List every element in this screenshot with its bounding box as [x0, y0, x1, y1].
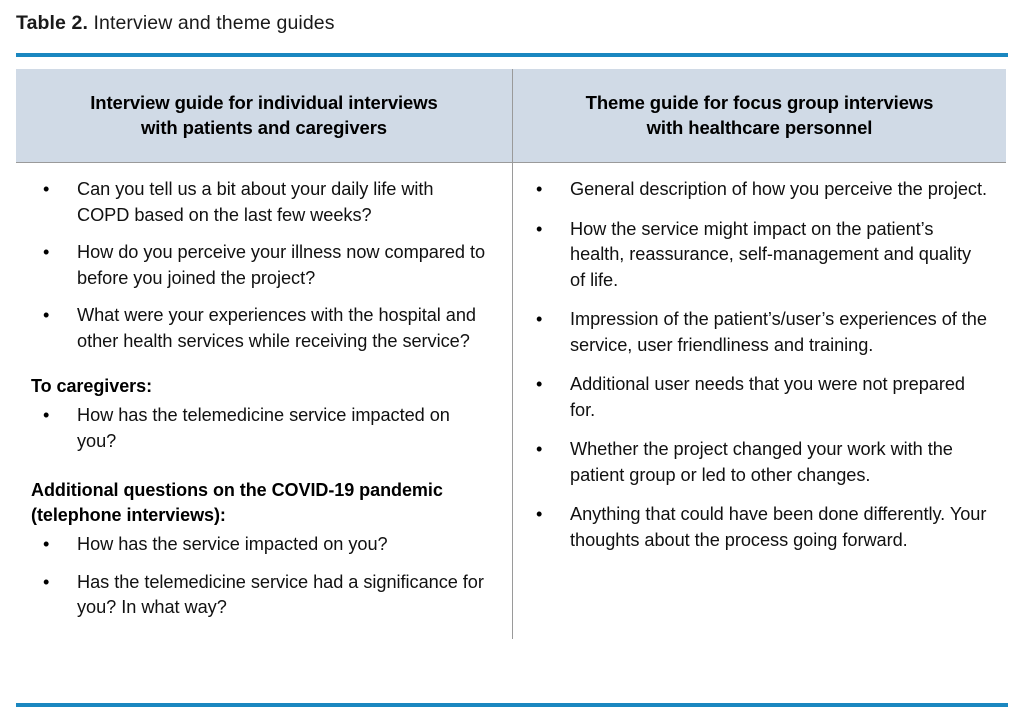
list-item-text: Whether the project changed your work with the patient group or led to other changes.: [570, 439, 953, 485]
subheading-covid-questions: Additional questions on the COVID-19 pandemic (telephone interviews):: [31, 480, 443, 525]
bullet-icon: •: [536, 504, 543, 524]
column-header-line-2: with healthcare personnel: [646, 117, 873, 138]
spacer: [31, 354, 490, 374]
bullet-icon: •: [43, 242, 50, 262]
column-header-focus-group-interviews: [513, 69, 1006, 162]
list-item: [524, 437, 988, 488]
list-item-text: Impression of the patient’s/user’s experiences of the service, user friendliness and training.: [570, 309, 987, 355]
bullet-list: [31, 532, 490, 621]
table-content-row: [16, 163, 1006, 639]
table-header-row: [16, 69, 1006, 163]
bullet-icon: •: [43, 534, 50, 554]
bullet-icon: •: [43, 571, 50, 592]
list-item-text: What were your experiences with the hospital and other health services while receiving the service?: [77, 305, 476, 351]
bullet-icon: •: [536, 309, 543, 329]
table-caption-text: Interview and theme guides: [87, 12, 335, 34]
spacer: [524, 293, 988, 307]
list-item: [31, 570, 490, 621]
spacer: [524, 423, 988, 437]
list-item-text: Has the telemedicine service had a significance for you? In what way?: [77, 571, 484, 617]
column-content-focus-group-interviews: [513, 163, 1006, 639]
list-item-text: Anything that could have been done differently. Your thoughts about the process going forward.: [570, 504, 987, 550]
spacer: [524, 488, 988, 502]
spacer: [31, 228, 490, 240]
spacer: [31, 454, 490, 478]
bullet-list: [31, 403, 490, 454]
list-item: [31, 240, 490, 291]
bullet-icon: •: [43, 179, 50, 199]
list-item: [31, 303, 490, 354]
bullet-list: [524, 177, 988, 553]
spacer: [524, 203, 988, 217]
list-item: [524, 217, 988, 294]
table-caption: [16, 10, 1008, 36]
list-item: [524, 177, 988, 203]
spacer: [31, 291, 490, 303]
list-item: [31, 403, 490, 454]
bullet-icon: •: [43, 305, 50, 325]
column-content-individual-interviews: [16, 163, 513, 639]
list-item: [31, 177, 490, 228]
table-bottom-rule: [16, 703, 1008, 707]
bullet-icon: •: [536, 439, 543, 459]
list-item-text: How has the service impacted on you?: [77, 534, 388, 554]
list-item: [31, 532, 490, 558]
list-item-text: Can you tell us a bit about your daily life with COPD based on the last few weeks?: [77, 179, 434, 225]
list-item-text: Additional user needs that you were not prepared for.: [570, 374, 965, 420]
bullet-icon: •: [43, 405, 50, 425]
column-header-line-2: with patients and caregivers: [140, 117, 387, 138]
bullet-list: [31, 177, 490, 354]
list-item: [524, 502, 988, 553]
table-top-rule: [16, 53, 1008, 57]
list-item-text: How do you perceive your illness now compared to before you joined the project?: [77, 242, 486, 288]
subheading-to-caregivers: To caregivers:: [31, 376, 153, 396]
column-header-individual-interviews: [16, 69, 513, 162]
spacer: [31, 558, 490, 570]
table-body: [16, 69, 1006, 639]
bullet-icon: •: [536, 374, 543, 394]
column-header-line-1: Theme guide for focus group interviews: [585, 92, 934, 113]
list-item-text: General description of how you perceive the project.: [570, 179, 987, 199]
bullet-icon: •: [536, 218, 543, 239]
spacer: [524, 358, 988, 372]
list-item: [524, 372, 988, 423]
list-item: [524, 307, 988, 358]
bullet-icon: •: [536, 179, 543, 199]
list-item-text: How has the telemedicine service impacted on you?: [77, 405, 450, 451]
list-item-text: How the service might impact on the patient’s health, reassurance, self-management and quality of life.: [570, 218, 971, 290]
column-header-line-1: Interview guide for individual interviews: [90, 92, 438, 113]
table-caption-label: Table 2.: [16, 12, 88, 34]
